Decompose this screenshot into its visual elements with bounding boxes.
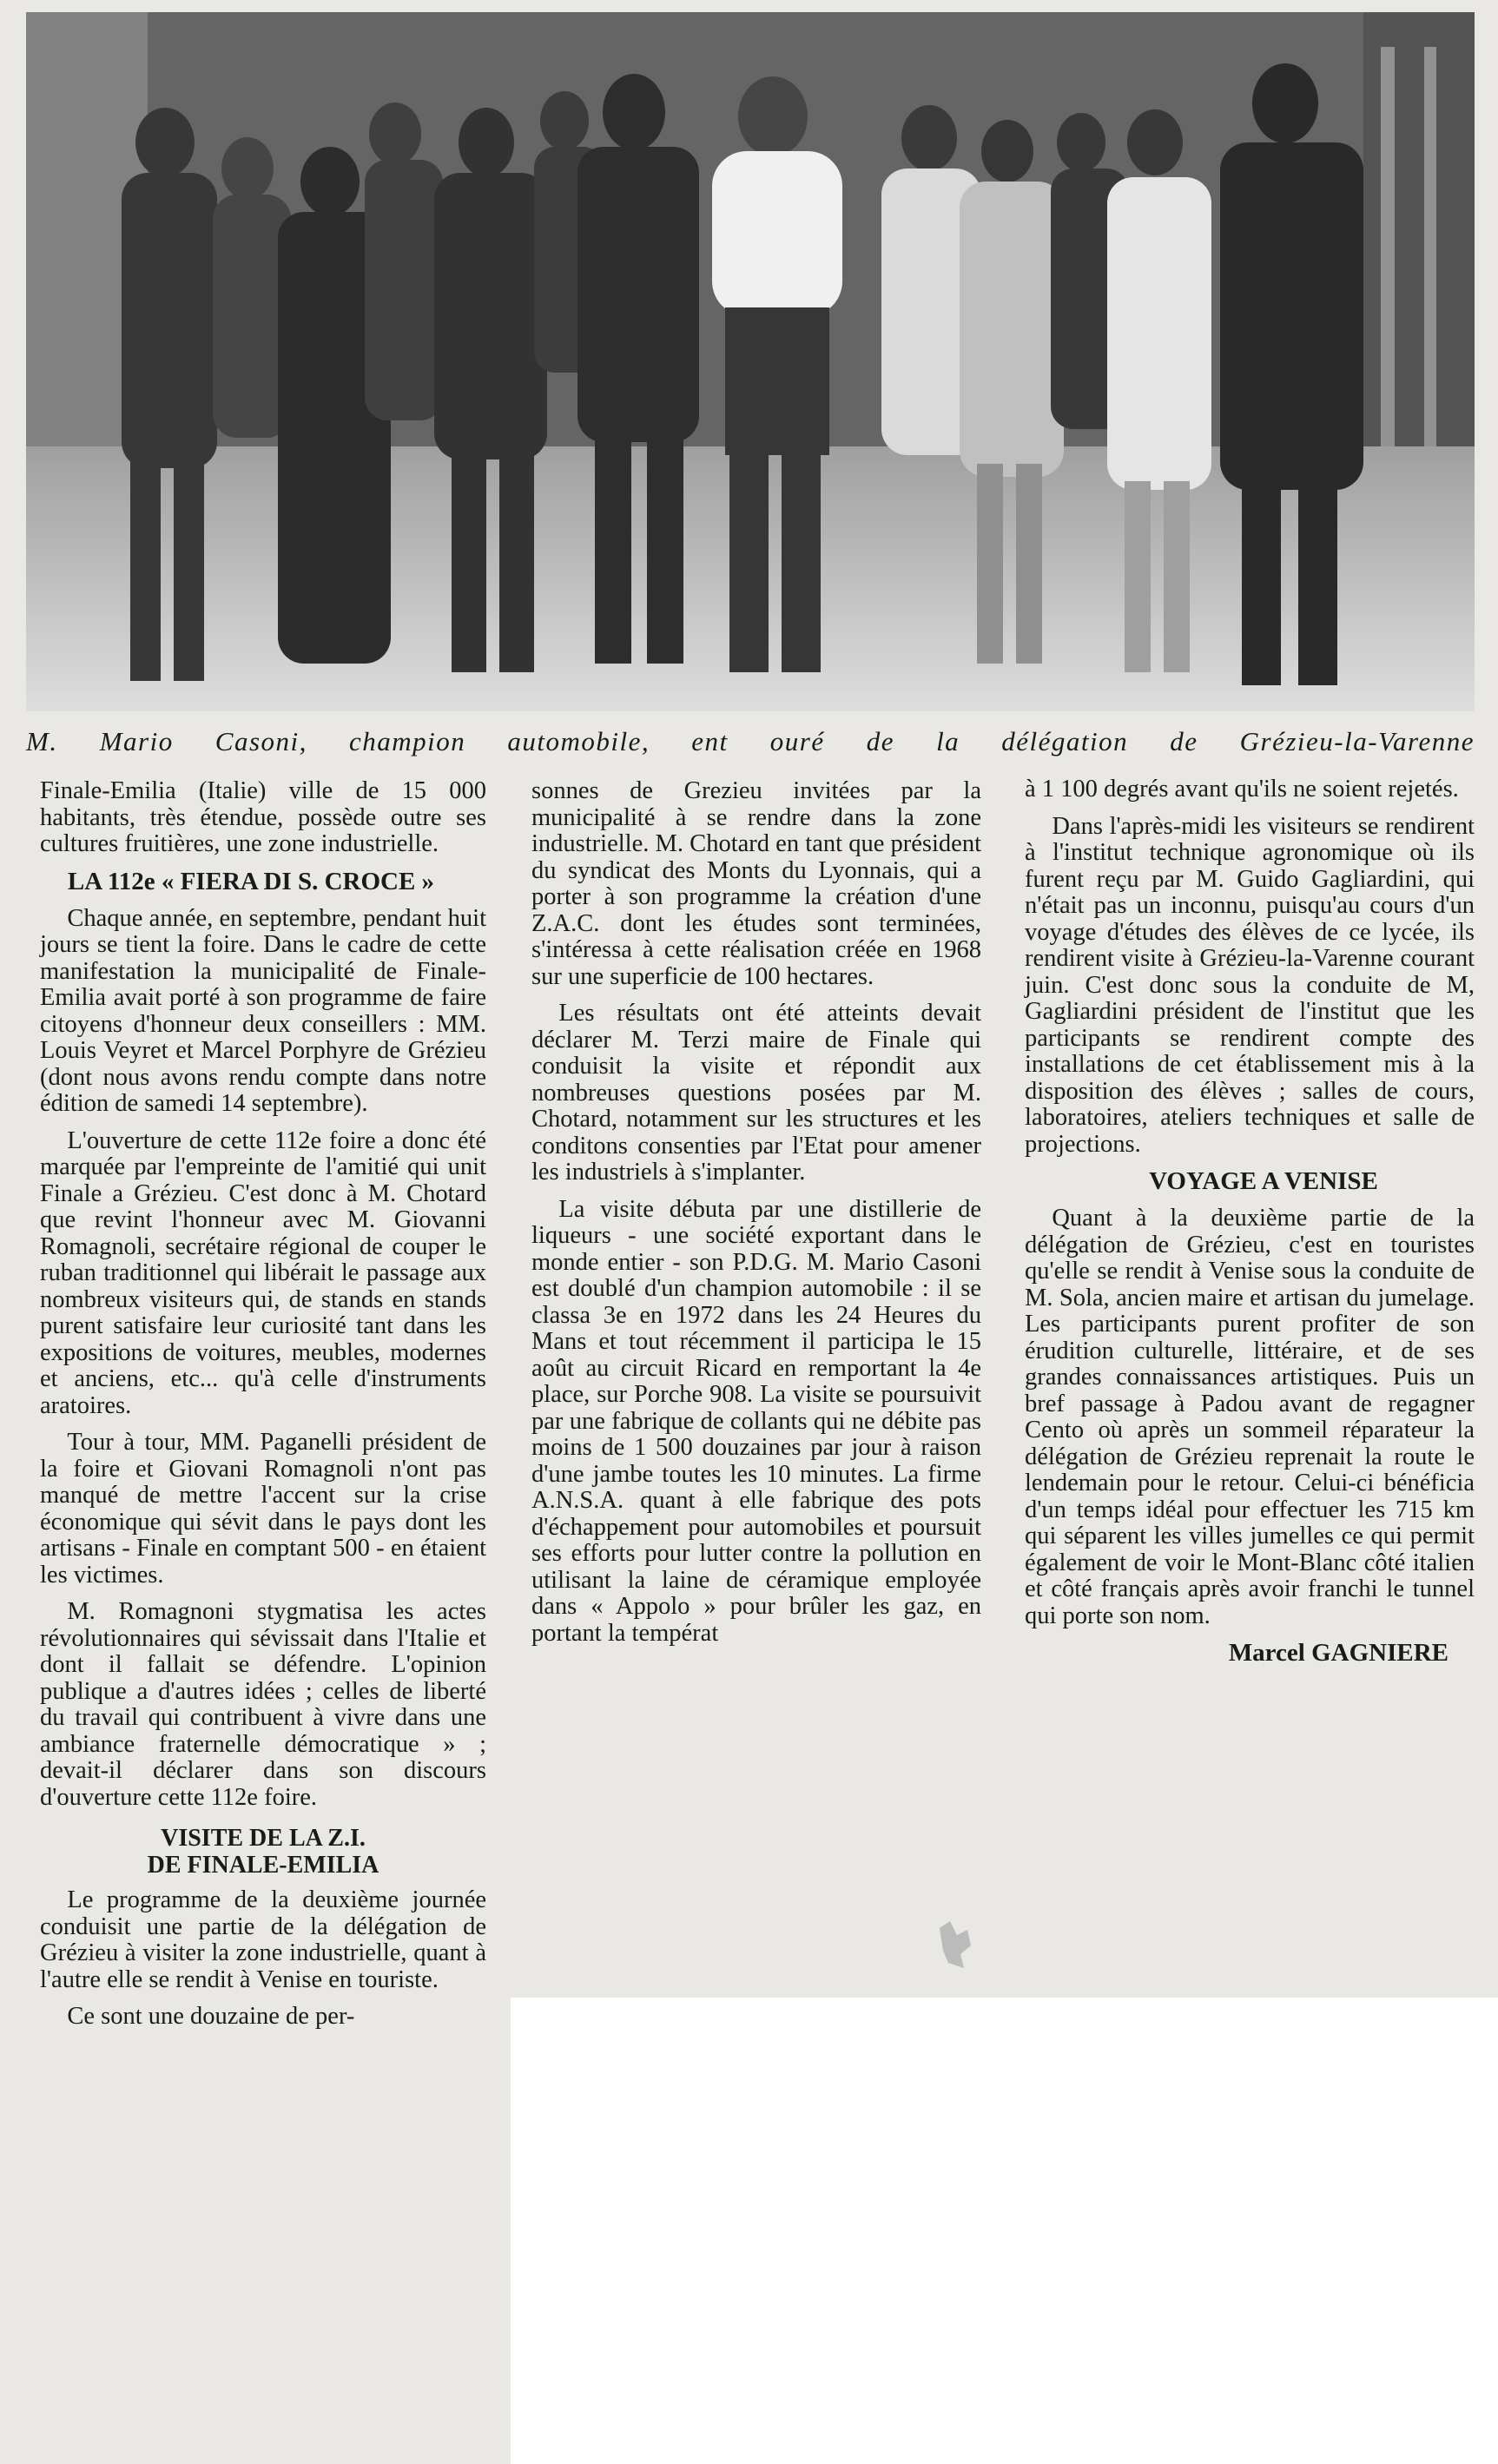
blank-background [511,1998,1498,2464]
section-heading: VOYAGE A VENISE [1149,1167,1378,1195]
paragraph: Quant à la deuxième partie de la délégation de Grézieu, c'est en touristes qu'elle se rendit à Venise sous la conduite de M. Sola, ancien maire et artisan du jumelage. Les participants purent profiter de son érudition culturelle, littéraire, et de ses grandes connaissances artistiques. Puis un bref passage à Padou avant de regagner Cento où après un sommeil réparateur la délégation de Grézieu reprenait la route le lendemain pour le retour. Celui-ci bénéficia d'un temps idéal pour effectuer les 715 km qui séparent les villes jumelles ce qui permit également de voir le Mont-Blanc côté italien et côté français après avoir franchi le tunnel qui porte son nom. [1025,1205,1475,1629]
article-column-3 [1025,776,1475,1667]
photo-caption: M. Mario Casoni, champion automobile, ent ouré de la délégation de Grézieu-la-Varenne [26,726,1475,756]
paragraph: Dans l'après-midi les visiteurs se rendirent à l'institut technique agronomique où ils furent reçu par M. Guido Gagliardini, qui n'était pas un inconnu, puisqu'au cours d'un voyage d'études des élèves de ce lycée, ils rendirent visite à Grézieu-la-Varenne courant juin. C'est donc sous la conduite de M, Gagliardini président de l'institut que les participants se rendirent compte des installations de cet établissement mis à la disposition des élèves ; salles de cours, laboratoires, ateliers techniques et salle de projections. [1025,812,1475,1158]
author-signature: Marcel GAGNIERE [1228,1639,1449,1667]
paragraph: Le programme de la deuxième journée conduisit une partie de la délégation de Grézieu à visiter la zone industrielle, quant à l'autre elle se rendit à Venise en touriste. [40,1886,486,1993]
paragraph: Tour à tour, MM. Paganelli président de la foire et Giovani Romagnoli n'ont pas manqué de mettre l'accent sur la crise économique qui sévit dans le pays dont les artisans - Finale en comptant 500 - en étaient les victimes. [40,1429,486,1589]
group-photo [26,12,1475,711]
paragraph: Les résultats ont été atteints devait déclarer M. Terzi maire de Finale qui conduisit la visite et répondit aux nombreuses questions posées par M. Chotard, notamment sur les structures et les conditons consenties par l'Etat pour amener les industriels à s'implanter. [531,1000,981,1186]
article-column-2 [531,778,981,1657]
paragraph: à 1 100 degrés avant qu'ils ne soient rejetés. [1025,776,1459,803]
newsprint-lower-left [0,1998,511,2464]
section-heading-line: DE FINALE-EMILIA [147,1852,379,1879]
paragraph: Ce sont une douzaine de per- [67,2003,355,2030]
article-column-1 [40,778,486,2041]
torn-edge-mark [938,1919,973,1972]
paragraph: La visite débuta par une distillerie de liqueurs - une société exportant dans le monde entier - son P.D.G. M. Mario Casoni est doublé d'un champion automobile : il se classa 3e en 1972 dans les 24 Heures du Mans et tout récemment il participa le 15 août au circuit Ricard en remportant la 4e place, sur Porche 908. La visite se poursuivit par une fabrique de collants qui ne débite pas moins de 1 500 douzaines par jour à raison d'une jambe toutes les 10 minutes. La firme A.N.S.A. quant à elle fabrique des pots d'échappement pour automobiles et poursuit ses efforts pour lutter contre la pollution en utilisant la laine de céramique employée dans « Appolo » pour brûler les gaz, en portant la températ [531,1195,981,1647]
paragraph: Chaque année, en septembre, pendant huit jours se tient la foire. Dans le cadre de cette manifestation la municipalité de Finale-Emilia avait porté à son programme de faire citoyens d'honneur deux conseillers : MM. Louis Veyret et Marcel Porphyre de Grézieu (dont nous avons rendu compte dans notre édition de samedi 14 septembre). [40,904,486,1117]
paragraph: sonnes de Grezieu invitées par la municipalité à se rendre dans la zone industrielle. M. Chotard en tant que président du syndicat des Monts du Lyonnais, qui a porter à son programme la création d'une Z.A.C. dont les études sont terminées, s'intéressa à cette réalisation créée en 1968 sur une superficie de 100 hectares. [531,777,981,990]
paragraph: Finale-Emilia (Italie) ville de 15 000 habitants, très étendue, possède outre ses cultures fruitières, une zone industrielle. [40,777,486,857]
section-heading-visite [40,1825,486,1879]
paragraph: L'ouverture de cette 112e foire a donc été marquée par l'empreinte de l'amitié qui unit Finale a Grézieu. C'est donc à M. Chotard que revint l'honneur avec M. Giovanni Romagnoli, secrétaire régional de couper le ruban traditionnel qui libérait le passage aux nombreux visiteurs qui, de stands en stands purent satisfaire leur curiosité tant dans les expositions de voitures, meubles, modernes et anciens, etc... qu'à celle d'instruments aratoires. [40,1126,486,1419]
section-heading: LA 112e « FIERA DI S. CROCE » [67,867,435,895]
section-heading-line: VISITE DE LA Z.I. [161,1825,366,1852]
paragraph: M. Romagnoni stygmatisa les actes révolutionnaires qui sévissait dans l'Italie et dont il fallait se défendre. L'opinion publique a d'autres idées ; celles de liberté du travail qui contribuent à vivre dans une ambiance fraternelle démocratique » ; devait-il déclarer dans son discours d'ouverture cette 112e foire. [40,1598,486,1811]
group-photo-illustration [26,12,1475,711]
